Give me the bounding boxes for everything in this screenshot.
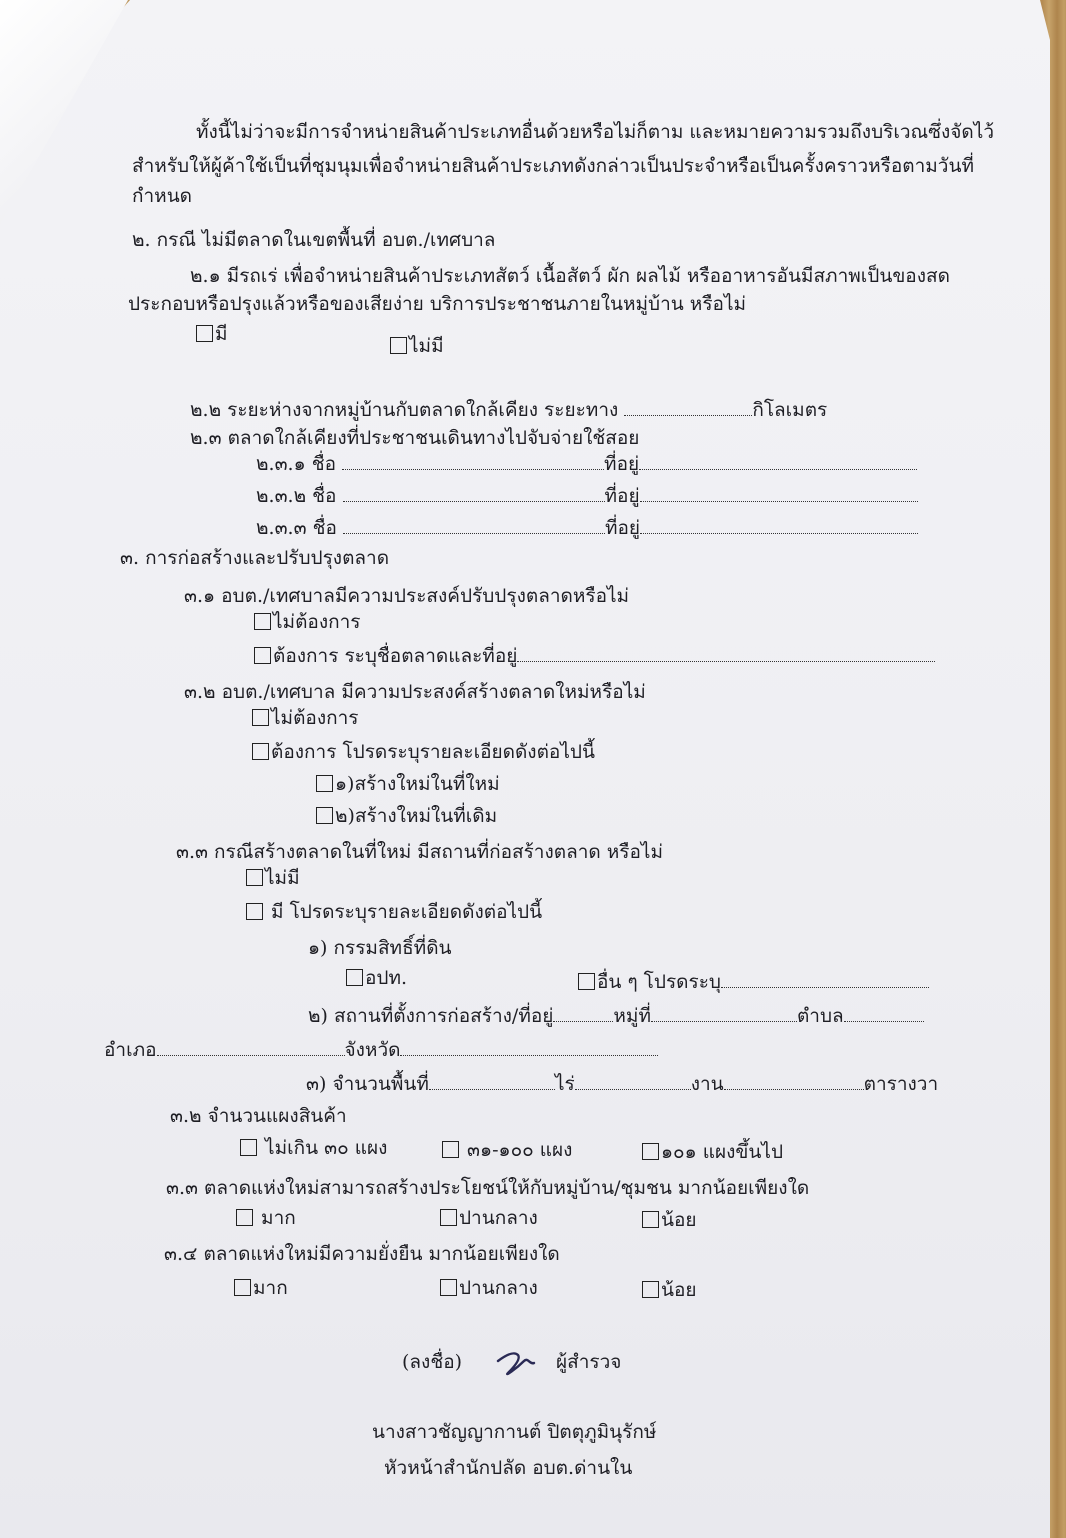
option-yes[interactable]: [196, 322, 228, 346]
checkbox[interactable]: [252, 709, 269, 726]
checkbox[interactable]: [578, 973, 595, 990]
market-1-address-field[interactable]: [639, 455, 917, 470]
q32-option-yes-label: ต้องการ โปรดระบุรายละเอียดดังต่อไปนี้: [271, 741, 595, 763]
checkbox[interactable]: [442, 1141, 459, 1158]
distance-unit: กิโลเมตร: [752, 399, 828, 421]
benefit-option-c-label: น้อย: [661, 1209, 697, 1231]
checkbox[interactable]: [246, 903, 263, 920]
benefit-option-c[interactable]: [642, 1208, 697, 1232]
market-3-name-field[interactable]: [343, 519, 605, 534]
para1-line1: ทั้งนี้ไม่ว่าจะมีการจำหน่ายสินค้าประเภทอื่นด้วยหรือไม่ก็ตาม และหมายความรวมถึงบริเวณซึ่งจัดไว้: [196, 121, 994, 143]
district-province-row: [104, 1038, 658, 1062]
benefit-option-b-label: ปานกลาง: [459, 1207, 538, 1229]
stalls-option-b[interactable]: [442, 1138, 572, 1162]
question-2-2: [190, 398, 827, 422]
rai-unit: ไร่: [554, 1073, 575, 1095]
question-2-2-label: ๒.๒ ระยะห่างจากหมู่บ้านกับตลาดใกล้เคียง ระยะทาง: [190, 399, 619, 421]
checkbox[interactable]: [236, 1209, 253, 1226]
q31-option-no-label: ไม่ต้องการ: [273, 611, 361, 633]
checkbox[interactable]: [316, 775, 333, 792]
checkbox[interactable]: [196, 325, 213, 342]
option-no[interactable]: [390, 334, 444, 358]
sustain-option-b-label: ปานกลาง: [459, 1277, 538, 1299]
question-2-1-line1: ๒.๑ มีรถเร่ เพื่อจำหน่ายสินค้าประเภทสัตว์ เนื้อสัตว์ ผัก ผลไม้ หรืออาหารอันมีสภาพเป็นของสด: [190, 265, 950, 287]
market-3-address-field[interactable]: [640, 519, 918, 534]
stalls-option-c[interactable]: [642, 1140, 783, 1164]
stalls-option-b-label: ๓๑-๑๐๐ แผง: [461, 1139, 573, 1161]
market-2-address-label: ที่อยู่: [604, 485, 640, 507]
market-1-address-label: ที่อยู่: [604, 453, 640, 475]
market-2-label: ๒.๓.๒ ชื่อ: [256, 485, 337, 507]
location-row: [308, 1004, 924, 1028]
market-name-address-field[interactable]: [517, 647, 935, 662]
village-no-label: หมู่ที่: [613, 1005, 651, 1027]
area-wa-field[interactable]: [724, 1075, 864, 1090]
checkbox[interactable]: [440, 1279, 457, 1296]
province-label: จังหวัด: [344, 1039, 401, 1061]
checkbox[interactable]: [346, 969, 363, 986]
question-3-3: ๓.๓ กรณีสร้างตลาดในที่ใหม่ มีสถานที่ก่อสร้างตลาด หรือไม่: [176, 841, 664, 863]
q31-option-yes-label: ต้องการ ระบุชื่อตลาดและที่อยู่: [273, 645, 518, 667]
market-3-label: ๒.๓.๓ ชื่อ: [256, 517, 337, 539]
handwritten-signature: [494, 1345, 544, 1381]
checkbox[interactable]: [240, 1139, 257, 1156]
benefit-option-b[interactable]: [440, 1206, 538, 1230]
signer-name: นางสาวชัญญากานต์ ปิตตุภูมินุรักษ์: [372, 1421, 657, 1443]
ownership-other-field[interactable]: [721, 973, 929, 988]
stalls-option-c-label: ๑๐๑ แผงขึ้นไป: [661, 1141, 784, 1163]
q33-option-yes-label: มี โปรดระบุรายละเอียดดังต่อไปนี้: [265, 901, 543, 923]
ownership-local-gov-label: อปท.: [365, 967, 408, 989]
market-2-row: [256, 484, 918, 508]
checkbox[interactable]: [642, 1143, 659, 1160]
q33-option-no-label: ไม่มี: [265, 867, 300, 889]
stalls-option-a-label: ไม่เกิน ๓๐ แผง: [259, 1137, 388, 1159]
surveyor-role: ผู้สำรวจ: [556, 1351, 622, 1373]
market-1-row: [256, 452, 917, 476]
checkbox[interactable]: [642, 1211, 659, 1228]
q32-sub-option-2[interactable]: [316, 804, 497, 828]
section-3-heading: ๓. การก่อสร้างและปรับปรุงตลาด: [120, 547, 390, 569]
checkbox[interactable]: [316, 807, 333, 824]
q32-sub-option-1[interactable]: [316, 772, 500, 796]
subdistrict-field[interactable]: [844, 1007, 924, 1022]
market-3-address-label: ที่อยู่: [604, 517, 641, 539]
ownership-option-other[interactable]: [578, 970, 929, 994]
village-no-field[interactable]: [651, 1007, 797, 1022]
district-label: อำเภอ: [104, 1039, 157, 1061]
sustain-option-c[interactable]: [642, 1278, 697, 1302]
question-2-1-line2: ประกอบหรือปรุงแล้วหรือของเสียง่าย บริการประชาชนภายในหมู่บ้าน หรือไม่: [128, 293, 747, 315]
signer-position: หัวหน้าสำนักปลัด อบต.ด่านใน: [384, 1457, 633, 1479]
checkbox[interactable]: [440, 1209, 457, 1226]
q32-option-no-label: ไม่ต้องการ: [271, 707, 359, 729]
question-2-3: ๒.๓ ตลาดใกล้เคียงที่ประชาชนเดินทางไปจับจ่ายใช้สอย: [190, 427, 640, 449]
checkbox[interactable]: [254, 647, 271, 664]
q32-sub-option-2-label: ๒)สร้างใหม่ในที่เดิม: [335, 805, 498, 827]
checkbox[interactable]: [390, 337, 407, 354]
sustain-option-b[interactable]: [440, 1276, 538, 1300]
province-field[interactable]: [400, 1041, 658, 1056]
checkbox[interactable]: [234, 1279, 251, 1296]
checkbox[interactable]: [642, 1281, 659, 1298]
market-2-address-field[interactable]: [640, 487, 918, 502]
sustain-option-c-label: น้อย: [661, 1279, 697, 1301]
district-field[interactable]: [157, 1041, 345, 1056]
checkbox[interactable]: [252, 743, 269, 760]
land-ownership-label: ๑) กรรมสิทธิ์ที่ดิน: [308, 937, 452, 959]
ownership-option-local-gov[interactable]: [346, 966, 407, 990]
question-3-2: ๓.๒ อบต./เทศบาล มีความประสงค์สร้างตลาดใหม่หรือไม่: [184, 681, 646, 703]
market-1-name-field[interactable]: [342, 455, 604, 470]
q31-option-no[interactable]: [254, 610, 361, 634]
stalls-question: ๓.๒ จำนวนแผงสินค้า: [170, 1105, 347, 1127]
wa-unit: ตารางวา: [863, 1073, 939, 1095]
area-ngan-field[interactable]: [575, 1075, 691, 1090]
q32-sub-option-1-label: ๑)สร้างใหม่ในที่ใหม่: [335, 773, 500, 795]
option-yes-label: มี: [215, 323, 228, 345]
area-row: [306, 1072, 938, 1096]
option-no-label: ไม่มี: [409, 335, 444, 357]
address-field[interactable]: [553, 1007, 613, 1022]
checkbox[interactable]: [246, 869, 263, 886]
ownership-other-label: อื่น ๆ โปรดระบุ: [597, 971, 721, 993]
ngan-unit: งาน: [690, 1073, 724, 1095]
para1-line3: กำหนด: [132, 185, 193, 207]
area-rai-field[interactable]: [429, 1075, 555, 1090]
benefit-question: ๓.๓ ตลาดแห่งใหม่สามารถสร้างประโยชน์ให้กับหมู่บ้าน/ชุมชน มากน้อยเพียงใด: [166, 1177, 810, 1199]
market-1-label: ๒.๓.๑ ชื่อ: [256, 453, 336, 475]
sustain-question: ๓.๔ ตลาดแห่งใหม่มีความยั่งยืน มากน้อยเพียงใด: [164, 1243, 560, 1265]
subdistrict-label: ตำบล: [796, 1005, 844, 1027]
q31-option-yes[interactable]: [254, 644, 935, 668]
market-3-row: [256, 516, 918, 540]
distance-field[interactable]: [624, 401, 752, 416]
sustain-option-a[interactable]: [234, 1276, 288, 1300]
q33-option-no[interactable]: [246, 866, 300, 890]
benefit-option-a[interactable]: [236, 1206, 296, 1230]
para1-line2: สำหรับให้ผู้ค้าใช้เป็นที่ชุมนุมเพื่อจำหน่ายสินค้าประเภทดังกล่าวเป็นประจำหรือเป็นครั้งคราวหรือตามวันที่: [132, 155, 974, 177]
question-3-1: ๓.๑ อบต./เทศบาลมีความประสงค์ปรับปรุงตลาดหรือไม่: [184, 585, 630, 607]
location-label: ๒) สถานที่ตั้งการก่อสร้าง/ที่อยู่: [308, 1005, 554, 1027]
area-label: ๓) จำนวนพื้นที่: [306, 1073, 429, 1095]
section-2-heading: ๒. กรณี ไม่มีตลาดในเขตพื้นที่ อบต./เทศบาล: [132, 229, 496, 251]
market-2-name-field[interactable]: [343, 487, 605, 502]
checkbox[interactable]: [254, 613, 271, 630]
benefit-option-a-label: มาก: [255, 1207, 296, 1229]
sustain-option-a-label: มาก: [253, 1277, 288, 1299]
sign-label: (ลงชื่อ): [402, 1351, 463, 1373]
q33-option-yes[interactable]: [246, 900, 542, 924]
q32-option-yes[interactable]: [252, 740, 595, 764]
stalls-option-a[interactable]: [240, 1136, 387, 1160]
q32-option-no[interactable]: [252, 706, 359, 730]
